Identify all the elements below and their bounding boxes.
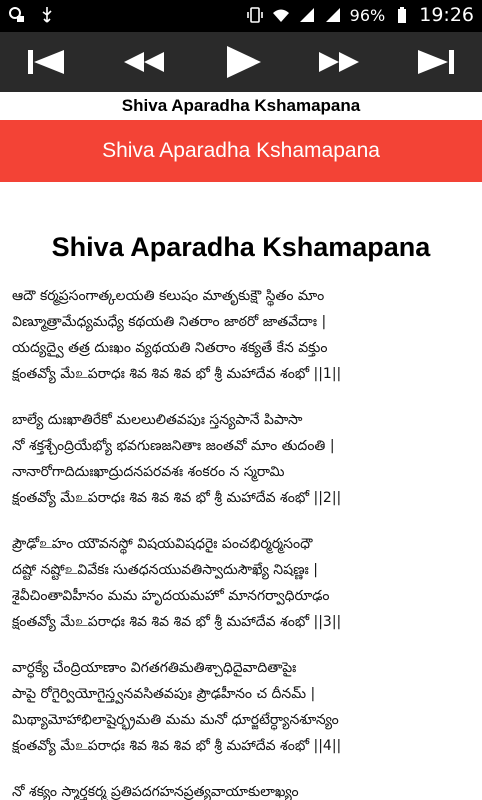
verse-line: ఆదౌ కర్మప్రసంగాత్కలయతి కలుషం మాతృకుక్షౌ స్థితం మాం xyxy=(12,288,325,304)
notification-icon xyxy=(8,6,26,24)
verse-line: నో శక్యం స్మార్తకర్మ ప్రతిపదగహనప్రత్యవాయాకులాఖ్యం xyxy=(12,784,299,800)
verse-line: క్షంతవ్యో మేஉపరాధః శివ శివ శివ భో శ్రీ మహాదేవ శంభో ||3|| xyxy=(12,614,342,630)
verse-line: పాపై రోగైర్వియోగైస్త్వనవసితవపుః ప్రౌఢహీనం చ దీనమ్ | xyxy=(12,686,316,702)
verse-3 xyxy=(12,531,470,635)
verse-line: విణ్మూత్రామేధ్యమధ్యే కథయతి నితరాం జాఠరో జాతవేదాః | xyxy=(12,314,327,330)
verse-line: దష్టో నష్టోஉవివేకః సుతధనయువతిస్వాదుసౌఖ్యే నిషణ్ణః | xyxy=(12,562,318,578)
rewind-button[interactable] xyxy=(112,38,176,86)
stotra-content[interactable] xyxy=(0,182,482,800)
usb-icon xyxy=(38,6,56,24)
skip-end-icon xyxy=(410,44,462,80)
content-heading: Shiva Aparadha Kshamapana xyxy=(51,232,431,262)
verse-line: క్షంతవ్యో మేஉపరాధః శివ శివ శివ భో శ్రీ మహాదేవ శంభో ||2|| xyxy=(12,490,342,506)
media-toolbar xyxy=(0,32,482,92)
verse-line: బాల్యే దుఃఖాతిరేకో మలలులితవపుః స్తన్యపానే పిపాసా xyxy=(12,412,303,428)
skip-start-icon xyxy=(20,44,72,80)
wifi-icon xyxy=(272,6,290,24)
verse-1 xyxy=(12,283,470,387)
fast-forward-icon xyxy=(313,44,365,80)
play-button[interactable] xyxy=(209,38,273,86)
verse-line: నో శక్తశ్చేంద్రియేభ్యో భవగుణజనితాః జంతవో మాం తుదంతి | xyxy=(12,438,335,454)
verse-5 xyxy=(12,779,470,800)
signal-2-icon xyxy=(324,6,342,24)
verse-line: మిథ్యామోహాభిలాషైర్భ్రమతి మమ మనో ధూర్జటేర్ధ్యానశూన్యం xyxy=(12,712,339,728)
verse-line: ప్రౌఢోஉహం యౌవనస్థో విషయవిషధరైః పంచభిర్మర్మసంధౌ xyxy=(12,536,313,552)
verse-2 xyxy=(12,407,470,511)
verse-line: శైవీచింతావిహీనం మమ హృదయమహో మానగర్వాధిరూఢం xyxy=(12,588,330,604)
rewind-icon xyxy=(118,44,170,80)
page-title: Shiva Aparadha Kshamapana xyxy=(0,92,482,120)
play-icon xyxy=(215,44,267,80)
battery-percentage: 96% xyxy=(349,5,386,25)
skip-to-start-button[interactable] xyxy=(14,38,78,86)
signal-icon xyxy=(298,6,316,24)
battery-icon xyxy=(393,6,411,24)
verse-line: క్షంతవ్యో మేஉపరాధః శివ శివ శివ భో శ్రీ మహాదేవ శంభో ||4|| xyxy=(12,738,342,754)
vibrate-icon xyxy=(246,6,264,24)
verse-line: క్షంతవ్యో మేஉపరాధః శివ శివ శివ భో శ్రీ మహాదేవ శంభో ||1|| xyxy=(12,366,342,382)
banner-title: Shiva Aparadha Kshamapana xyxy=(0,120,482,182)
verse-line: వార్ధక్యే చేంద్రియాణాం విగతగతిమతిశ్చాధిదైవాదితాపైః xyxy=(12,660,297,676)
verse-4 xyxy=(12,655,470,759)
verse-line: యద్యద్వై తత్ర దుఃఖం వ్యథయతి నితరాం శక్యతే కేన వక్తుం xyxy=(12,340,328,356)
fast-forward-button[interactable] xyxy=(307,38,371,86)
status-bar xyxy=(0,0,482,32)
verse-line: నానారోగాదిదుఃఖాద్రుదనపరవశః శంకరం న స్మరామి xyxy=(12,464,285,480)
skip-to-end-button[interactable] xyxy=(404,38,468,86)
clock: 19:26 xyxy=(419,4,474,26)
